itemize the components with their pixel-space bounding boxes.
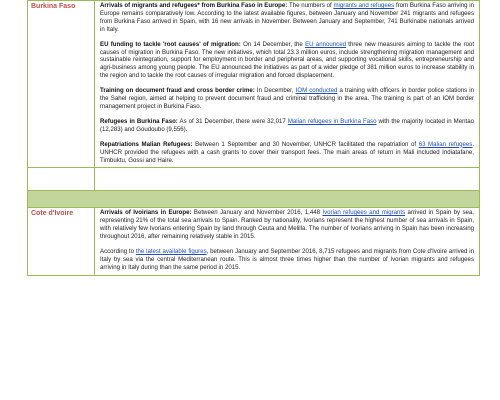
paragraph-text: arrived in Spain by sea, representing 21% of the total sea arrivals to Spain. Ranked by nationality, Ivorians represent the highest number of sea arrivals in Spain, with relatively few Ivorians entering Spain by land through Ceuta and Melilla. The number of Ivorians arriving in Spain has been increasing throughout 2016, after remaining relatively stable in 2015. xyxy=(100,209,474,241)
inline-link[interactable]: migrants and refugees xyxy=(333,2,395,9)
table-row xyxy=(28,208,480,275)
paragraph-text: . UNHCR provided the refugees with a cash grants to cover their transport fees. The main areas of return in Mali included Indiatafane, Timbuktu, Gossi and Haire. xyxy=(100,140,475,164)
paragraph-heading: Repatriations Malian Refugees: xyxy=(100,140,193,148)
inline-link[interactable]: Ivorian refugees and migrants xyxy=(322,209,406,217)
paragraph-text: a training with officers in border police stations in the Sahel region, aimed at helping to prevent document fraud and criminal trafficking in the area. The training is part of an IOM border management project in Burkina Faso. xyxy=(100,87,474,110)
paragraph-text: On 14 December, the xyxy=(240,40,306,48)
paragraph-text: As of 31 December, there were 32,017 xyxy=(177,117,288,125)
country-table xyxy=(27,0,480,276)
paragraph-repatriations xyxy=(100,141,474,165)
paragraph-text: Between January and November 2016, 1,448 xyxy=(191,209,323,217)
paragraph-text: The numbers of xyxy=(287,2,334,9)
spacer-cell xyxy=(95,168,480,191)
country-cell: Burkina Faso xyxy=(28,1,95,168)
paragraph-latest-figures xyxy=(100,248,474,272)
paragraph-heading: Arrivals of Ivoirians in Europe: xyxy=(100,209,192,217)
paragraph-text: According to xyxy=(100,248,136,256)
paragraph-eu-funding xyxy=(100,41,474,81)
section-divider-cell xyxy=(28,191,480,208)
inline-link[interactable]: EU announced xyxy=(305,40,346,48)
inline-link[interactable]: Malian refugees in Burkina Faso xyxy=(287,117,377,125)
inline-link[interactable]: the latest available figures xyxy=(135,248,207,256)
paragraph-training xyxy=(100,87,474,111)
content-cell xyxy=(95,1,480,168)
section-divider-row xyxy=(28,191,480,208)
paragraph-arrivals xyxy=(100,2,474,34)
spacer-cell xyxy=(28,168,95,191)
paragraph-heading: Arrivals of migrants and refugees* from Burkina Faso in Europe: xyxy=(100,2,288,9)
paragraph-text: In December, xyxy=(254,87,296,95)
paragraph-heading: EU funding to tackle 'root causes' of migration: xyxy=(100,40,241,48)
paragraph-text: with the majority located in Mentao (12,283) and Goudoubo (9,556). xyxy=(100,117,474,133)
paragraph-text: Between 1 September and 30 November, UNHCR facilitated the repatriation of xyxy=(192,140,419,148)
table-row xyxy=(28,1,480,168)
paragraph-text: three new measures aiming to tackle the root causes of migration in Burkina Faso. The new initiatives, which total 23.3 million euros, include strengthening migration management and sustainable reintegration, support for employment in border and peripheral areas, and supporting vocational skills, entrepreneurship and agri-business among young people. The EU announced the initiatives as part of a wider pledge of 381 million euros to increase stability in the region and to tackle the root causes of irregular migration and forced displacement. xyxy=(100,40,475,80)
paragraph-arrivals xyxy=(100,209,474,241)
spacer-row xyxy=(28,168,480,191)
paragraph-refugees xyxy=(100,118,474,134)
paragraph-heading: Refugees in Burkina Faso: xyxy=(100,117,178,125)
paragraph-text: from Burkina Faso arriving in Europe remains comparatively low. According to the latest available figures, between January and November 241 migrants and refugees from Burkina Faso arrived in Spain, with 16 new arrivals in November. Between January and September, 741 Burkinabe nationals arrived in Italy. xyxy=(100,2,475,33)
paragraph-text: , between January and September 2016, 8,715 refugees and migrants from Cote d'Ivoire arrived in Italy by sea via the central Mediterranean route. This is almost three times higher than the number of Ivorian migrants and refugees arriving in Italy during than the same period in 2015. xyxy=(100,248,474,271)
content-cell xyxy=(95,208,480,275)
country-cell: Cote d'Ivoire xyxy=(28,208,95,275)
inline-link[interactable]: 63 Malian refugees xyxy=(418,140,473,148)
paragraph-heading: Training on document fraud and cross border crime: xyxy=(100,87,255,95)
inline-link[interactable]: IOM conducted xyxy=(295,87,338,95)
